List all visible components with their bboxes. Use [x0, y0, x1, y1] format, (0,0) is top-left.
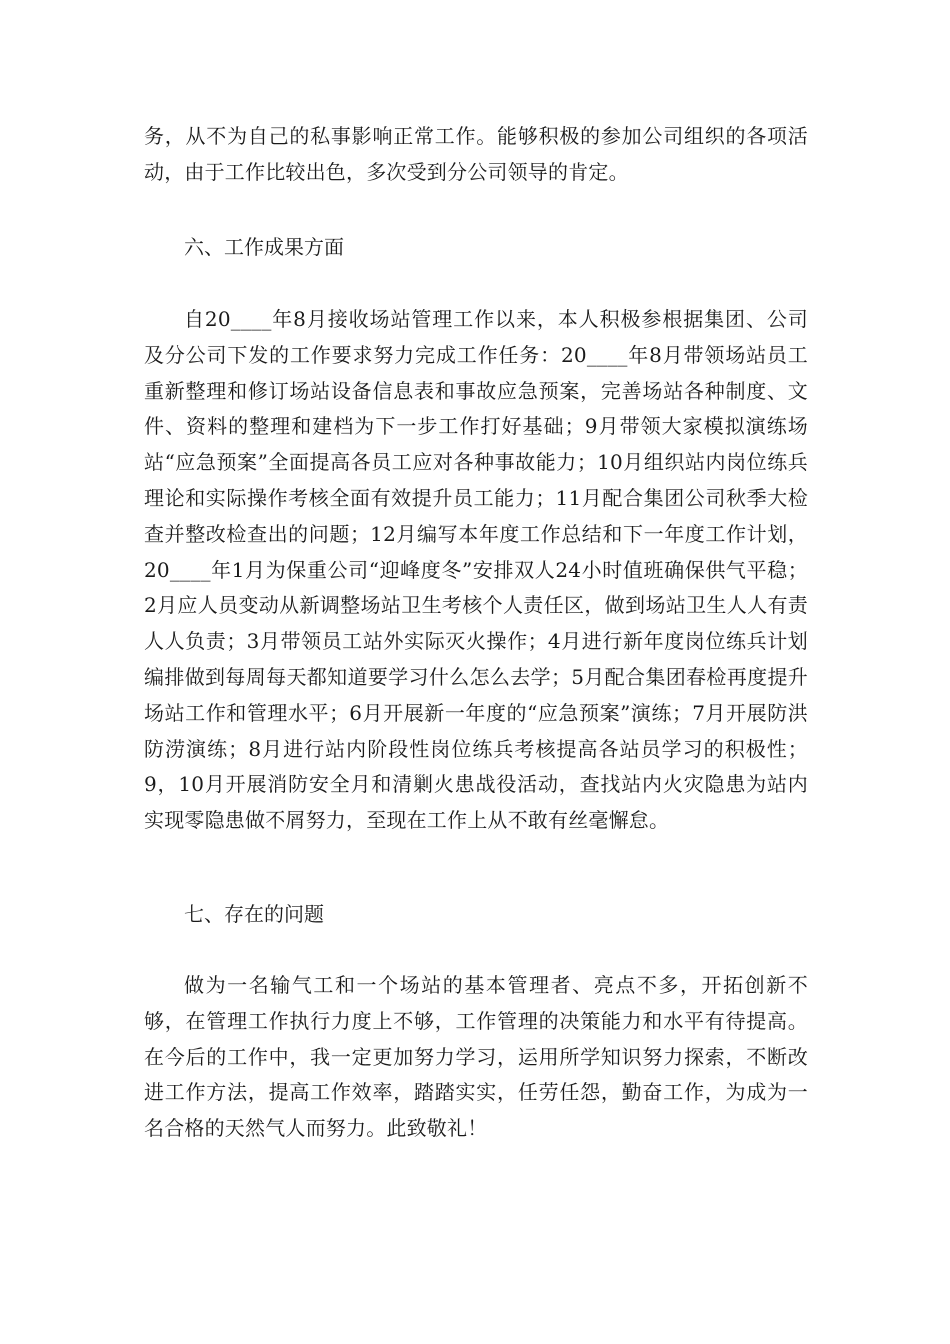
section-heading-existing-problems: 七、存在的问题 — [184, 902, 324, 926]
existing-problems-paragraph: 做为一名输气工和一个场站的基本管理者、亮点不多，开拓创新不够，在管理工作执行力度上不够，工作管理的决策能力和水平有待提高。在今后的工作中，我一定更加努力学习，运用所学知识努力探索，不断改进工作方法，提高工作效率，踏踏实实，任劳任怨，勤奋工作，为成为一名合格的天然气人而努力。此致敬礼！ — [144, 973, 808, 1141]
section-heading-work-results: 六、工作成果方面 — [184, 235, 344, 259]
continuation-paragraph: 务，从不为自己的私事影响正常工作。能够积极的参加公司组织的各项活动，由于工作比较出色，多次受到分公司领导的肯定。 — [144, 124, 808, 184]
work-results-paragraph: 自20____年8月接收场站管理工作以来，本人积极参根据集团、公司及分公司下发的工作要求努力完成工作任务：20____年8月带领场站员工重新整理和修订场站设备信息表和事故应急预案，完善场站各种制度、文件、资料的整理和建档为下一步工作打好基础；9月带领大家模拟演练场站“应急预案”全面提高各员工应对各种事故能力；10月组织站内岗位练兵理论和实际操作考核全面有效提升员工能力；11月配合集团公司秋季大检查并整改检查出的问题；12月编写本年度工作总结和下一年度工作计划，20____年1月为保重公司“迎峰度冬”安排双人24小时值班确保供气平稳；2月应人员变动从新调整场站卫生考核个人责任区，做到场站卫生人人有责人人负责；3月带领员工站外实际灭火操作；4月进行新年度岗位练兵计划编排做到每周每天都知道要学习什么怎么去学；5月配合集团春检再度提升场站工作和管理水平；6月开展新一年度的“应急预案”演练；7月开展防洪防涝演练；8月进行站内阶段性岗位练兵考核提高各站员学习的积极性；9，10月开展消防安全月和清剿火患战役活动，查找站内火灾隐患为站内实现零隐患做不屑努力，至现在工作上从不敢有丝毫懈怠。 — [144, 307, 808, 833]
